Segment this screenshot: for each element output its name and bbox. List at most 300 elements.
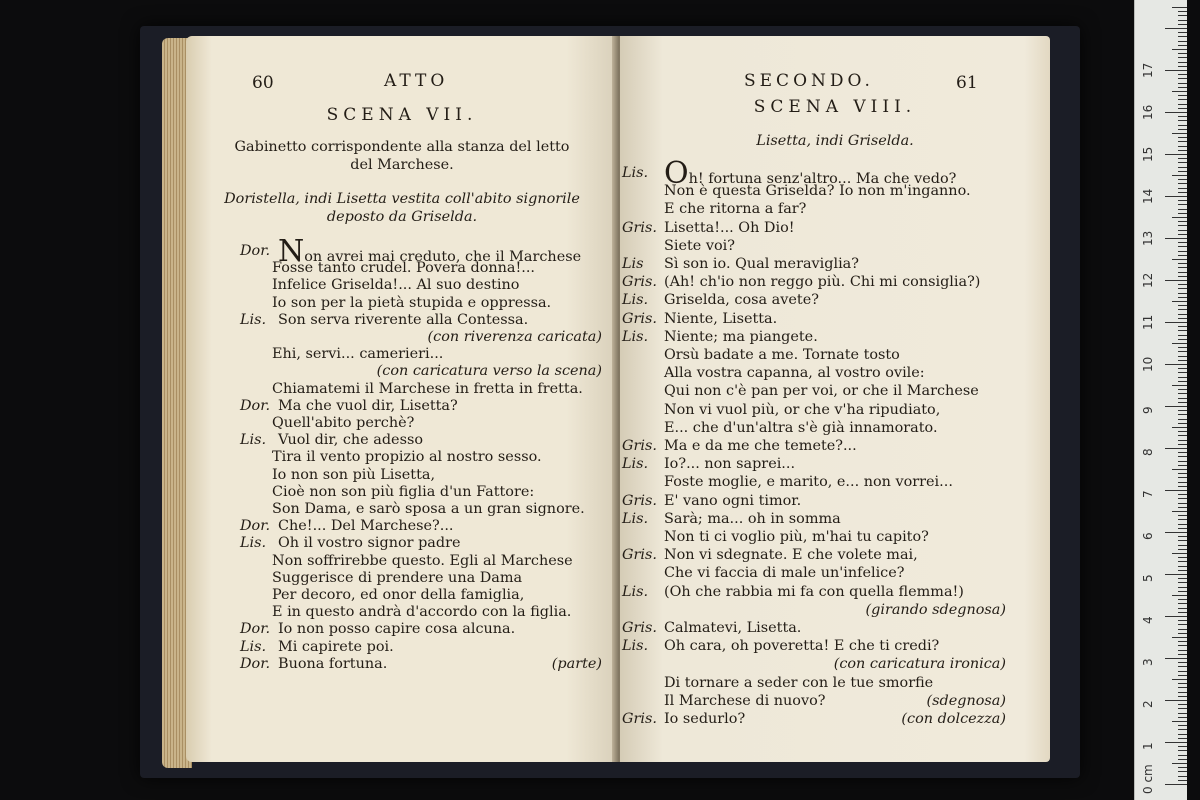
ruler-tick: [1178, 141, 1187, 142]
ruler-number: 3: [1141, 658, 1155, 666]
line-text: (con riverenza caricata): [427, 329, 602, 345]
verse-line: [664, 510, 841, 528]
ruler-tick: [1178, 326, 1187, 327]
verse-line: [664, 255, 859, 273]
speaker-label: Lis.: [240, 311, 267, 328]
ruler-tick: [1178, 767, 1187, 768]
verse-line: [664, 674, 933, 692]
verse-line: [278, 517, 453, 535]
verse-line: [272, 466, 435, 484]
ruler-number: 10: [1141, 356, 1155, 372]
ruler-tick: [1178, 41, 1187, 42]
ruler-tick: [1172, 49, 1187, 50]
ruler-tick: [1172, 259, 1187, 260]
line-text: Suggerisce di prendere una Dama: [272, 569, 523, 586]
ruler-number: 6: [1141, 532, 1155, 540]
ruler-tick: [1178, 414, 1187, 415]
ruler-tick: [1178, 482, 1187, 483]
ruler-tick: [1165, 154, 1187, 155]
ruler-tick: [1178, 746, 1187, 747]
ruler-tick: [1178, 776, 1187, 777]
verse-line: [272, 586, 524, 604]
line-text: Sì son io. Qual meraviglia?: [664, 256, 859, 272]
ruler-tick: [1178, 74, 1187, 75]
ruler-tick: [1165, 112, 1187, 113]
verse-line: [664, 492, 801, 510]
speaker-label: Gris.: [622, 711, 657, 727]
speaker-label: Gris.: [622, 547, 657, 564]
ruler-tick: [1178, 771, 1187, 772]
ruler-tick: [1165, 658, 1187, 659]
ruler-tick: [1178, 431, 1187, 432]
ruler-tick: [1178, 696, 1187, 697]
ruler-tick: [1178, 276, 1187, 277]
line-text: Che vi faccia di male un'infelice?: [664, 565, 905, 582]
line-text: Che!... Del Marchese?...: [278, 518, 454, 535]
ruler-tick: [1178, 545, 1187, 546]
ruler-tick: [1165, 196, 1187, 197]
line-text: Siete voi?: [664, 237, 735, 254]
ruler-tick: [1178, 78, 1187, 79]
speaker-label: Dor.: [240, 397, 271, 414]
ruler-tick: [1178, 351, 1187, 352]
ruler-tick: [1178, 524, 1187, 525]
verse-line: [664, 310, 777, 328]
speaker-label: Lis.: [622, 510, 649, 527]
line-text: Alla vostra capanna, al vostro ovile:: [664, 365, 925, 382]
line-text: (Oh che rabbia mi fa con quella flemma!): [664, 583, 964, 600]
ruler-tick: [1178, 398, 1187, 399]
ruler-tick: [1172, 679, 1187, 680]
line-text: Chiamatemi il Marchese in fretta in fretta.: [272, 380, 583, 397]
stage-direction: (parte): [551, 655, 602, 672]
ruler-tick: [1178, 255, 1187, 256]
ruler-tick: [1178, 734, 1187, 735]
ruler-tick: [1165, 784, 1187, 785]
speaker-label: Gris.: [622, 219, 657, 236]
ruler-tick: [1178, 687, 1187, 688]
speaker-label: Lis.: [622, 583, 649, 600]
ruler-tick: [1178, 125, 1187, 126]
verse-line: [272, 380, 583, 398]
ruler-tick: [1165, 406, 1187, 407]
verse-line: [664, 200, 806, 218]
speaker-label: Dor.: [240, 655, 271, 672]
ruler-tick: [1165, 448, 1187, 449]
ruler-tick: [1178, 717, 1187, 718]
ruler-tick: [1178, 423, 1187, 424]
line-text: Non vi sdegnate. E che volete mai,: [664, 547, 918, 564]
ruler-tick: [1178, 603, 1187, 604]
verse-line: [664, 528, 929, 546]
verse-line: [664, 346, 900, 364]
verse-line: [664, 473, 953, 491]
line-text: Sarà; ma... oh in somma: [664, 510, 841, 527]
ruler-tick: [1178, 419, 1187, 420]
line-text: Di tornare a seder con le tue smorfie: [664, 674, 934, 691]
setting-line: del Marchese.: [350, 157, 454, 174]
line-text: Io son per la pietà stupida e oppressa.: [272, 294, 552, 311]
ruler-tick: [1165, 280, 1187, 281]
line-text: Qui non c'è pan per voi, or che il Marchese: [664, 383, 979, 400]
ruler-tick: [1165, 322, 1187, 323]
ruler-tick: [1178, 309, 1187, 310]
speaker-label: Gris.: [622, 310, 657, 327]
ruler-tick: [1178, 83, 1187, 84]
ruler-number: 4: [1141, 616, 1155, 624]
ruler-tick: [1172, 175, 1187, 176]
speaker-label: Gris.: [622, 492, 657, 509]
verse-line: [664, 401, 940, 419]
ruler-tick: [1178, 494, 1187, 495]
ruler-number: 1: [1141, 742, 1155, 750]
ruler-tick: [1178, 66, 1187, 67]
ruler-tick: [1178, 318, 1187, 319]
verse-line: [664, 182, 971, 200]
ruler-tick: [1178, 456, 1187, 457]
ruler-tick: [1172, 763, 1187, 764]
characters-line: Doristella, indi Lisetta vestita coll'abito signorile: [224, 191, 580, 207]
ruler-tick: [1172, 637, 1187, 638]
ruler-tick: [1178, 356, 1187, 357]
ruler-number: 13: [1141, 230, 1155, 246]
ruler-tick: [1178, 612, 1187, 613]
ruler-tick: [1172, 217, 1187, 218]
verse-line: [664, 437, 857, 455]
line-text: E in questo andrà d'accordo con la figlia.: [272, 604, 572, 621]
ruler-tick: [1178, 507, 1187, 508]
stage-direction: (con dolcezza): [901, 711, 1006, 727]
ruler-tick: [1178, 633, 1187, 634]
ruler-tick: [1178, 45, 1187, 46]
characters-line: deposto da Griselda.: [326, 209, 478, 226]
ruler-tick: [1178, 297, 1187, 298]
scene-characters: Lisetta, indi Griselda.: [756, 133, 914, 149]
line-text: Non vi vuol più, or che v'ha ripudiato,: [664, 401, 941, 418]
ruler-number: 11: [1141, 314, 1155, 330]
ruler-tick: [1178, 293, 1187, 294]
ruler-tick: [1172, 721, 1187, 722]
ruler-tick: [1178, 129, 1187, 130]
ruler-tick: [1178, 36, 1187, 37]
right-page: [620, 36, 1050, 762]
line-text: Son Dama, e sarò sposa a un gran signore.: [272, 501, 585, 517]
ruler-tick: [1165, 238, 1187, 239]
ruler-tick: [1178, 360, 1187, 361]
ruler-tick: [1178, 146, 1187, 147]
verse-line: [278, 655, 387, 673]
speaker-label: Dor.: [240, 621, 271, 638]
ruler-number: 9: [1141, 406, 1155, 414]
verse-line: [272, 345, 443, 363]
ruler-tick: [1178, 171, 1187, 172]
ruler-tick: [1178, 540, 1187, 541]
ruler-tick: [1165, 364, 1187, 365]
line-text: Ehi, servi... camerieri...: [272, 346, 444, 363]
ruler-tick: [1178, 221, 1187, 222]
ruler-tick: [1178, 599, 1187, 600]
ruler-tick: [1178, 704, 1187, 705]
ruler-tick: [1178, 461, 1187, 462]
setting-line: Gabinetto corrispondente alla stanza del letto: [234, 139, 570, 155]
stage-direction: [428, 328, 602, 346]
line-text: Son serva riverente alla Contessa.: [278, 311, 529, 328]
speaker-label: Gris.: [622, 620, 657, 636]
line-text: E' vano ogni timor.: [664, 492, 802, 509]
ruler-tick: [1178, 759, 1187, 760]
verse-line: [664, 273, 980, 291]
verse-line: [664, 419, 938, 437]
ruler-tick: [1178, 498, 1187, 499]
ruler-tick: [1178, 755, 1187, 756]
page-number: 60: [252, 73, 274, 93]
ruler-tick: [1165, 742, 1187, 743]
ruler-tick: [1178, 284, 1187, 285]
verse-line: [664, 455, 795, 473]
line-text: E... che d'un'altra s'è già innamorato.: [664, 419, 938, 436]
ruler-number: 8: [1141, 448, 1155, 456]
line-text: Io non son più Lisetta,: [272, 466, 436, 483]
ruler-tick: [1172, 511, 1187, 512]
ruler-tick: [1178, 410, 1187, 411]
ruler-number: 17: [1141, 62, 1155, 78]
ruler-number: 16: [1141, 104, 1155, 120]
line-text: Tira il vento propizio al nostro sesso.: [272, 449, 542, 466]
ruler-tick: [1178, 683, 1187, 684]
ruler-tick: [1178, 15, 1187, 16]
verse-line: [272, 259, 535, 277]
ruler-tick: [1178, 314, 1187, 315]
speaker-label: Lis.: [622, 456, 649, 473]
ruler-tick: [1178, 671, 1187, 672]
speaker-label: Lis.: [622, 638, 649, 655]
verse-line: [278, 534, 460, 552]
verse-line: [278, 638, 394, 656]
scene-title: SCENA VIII.: [753, 97, 917, 117]
stage-direction: [834, 655, 1006, 673]
ruler-tick: [1178, 192, 1187, 193]
verse-line: [664, 364, 925, 382]
stage-direction: [377, 362, 602, 380]
ruler-tick: [1178, 452, 1187, 453]
verse-line: [278, 397, 458, 415]
scene-characters: [186, 190, 618, 227]
line-text: Non è questa Griselda? Io non m'inganno.: [664, 183, 971, 200]
line-text: Io non posso capire cosa alcuna.: [278, 621, 516, 638]
ruler-tick: [1178, 440, 1187, 441]
ruler-tick: [1178, 246, 1187, 247]
ruler-tick: [1178, 515, 1187, 516]
line-text: Niente, Lisetta.: [664, 310, 778, 327]
ruler-tick: [1172, 133, 1187, 134]
ruler-tick: [1178, 608, 1187, 609]
ruler-tick: [1178, 566, 1187, 567]
ruler-tick: [1178, 662, 1187, 663]
ruler-tick: [1178, 104, 1187, 105]
line-text: (girando sdegnosa): [865, 601, 1006, 618]
ruler-number: 5: [1141, 574, 1155, 582]
ruler-tick: [1178, 242, 1187, 243]
line-text: (con caricatura ironica): [833, 656, 1006, 673]
verse-line: [664, 546, 918, 564]
ruler-tick: [1172, 469, 1187, 470]
ruler-tick: [1178, 372, 1187, 373]
ruler-number: 2: [1141, 700, 1155, 708]
ruler-tick: [1178, 209, 1187, 210]
ruler-tick: [1178, 305, 1187, 306]
ruler-tick: [1178, 347, 1187, 348]
line-text: Ma e da me che temete?...: [664, 438, 857, 454]
ruler-tick: [1178, 53, 1187, 54]
ruler-tick: [1178, 393, 1187, 394]
ruler-tick: [1178, 200, 1187, 201]
line-text: Griselda, cosa avete?: [664, 292, 819, 309]
verse-line: [664, 692, 825, 710]
ruler-tick: [1178, 95, 1187, 96]
line-text: Non soffrirebbe questo. Egli al Marchese: [272, 552, 573, 569]
ruler-tick: [1178, 20, 1187, 21]
verse-line: [272, 276, 519, 294]
ruler-tick: [1178, 99, 1187, 100]
ruler-tick: [1178, 503, 1187, 504]
ruler-tick: [1178, 87, 1187, 88]
ruler-tick: [1172, 595, 1187, 596]
ruler-tick: [1178, 561, 1187, 562]
ruler-tick: [1165, 574, 1187, 575]
verse-line: [272, 569, 522, 587]
ruler-tick: [1178, 738, 1187, 739]
drop-initial: O: [664, 156, 689, 191]
ruler-tick: [1178, 477, 1187, 478]
speaker-label: Lis.: [240, 535, 267, 552]
ruler-tick: [1178, 188, 1187, 189]
ruler-tick: [1178, 162, 1187, 163]
ruler-tick: [1178, 725, 1187, 726]
drop-initial: N: [278, 234, 305, 269]
speaker-label: Lis.: [240, 432, 267, 449]
ruler-tick: [1165, 70, 1187, 71]
ruler-tick: [1172, 385, 1187, 386]
ruler-tick: [1178, 263, 1187, 264]
verse-line: [272, 294, 551, 312]
ruler-tick: [1178, 629, 1187, 630]
line-text: Fosse tanto crudel. Povera donna!...: [272, 260, 536, 277]
ruler-tick: [1165, 700, 1187, 701]
verse-line: [278, 620, 515, 638]
ruler-tick: [1165, 532, 1187, 533]
verse-line: [272, 414, 414, 432]
verse-line: [272, 500, 585, 518]
ruler-tick: [1178, 32, 1187, 33]
line-text: Calmatevi, Lisetta.: [664, 620, 802, 636]
line-text: Orsù badate a me. Tornate tosto: [664, 347, 900, 363]
line-text: h! fortuna senz'altro... Ma che vedo?: [688, 171, 957, 187]
ruler-tick: [1178, 402, 1187, 403]
verse-line: [664, 382, 979, 400]
verse-line: [272, 603, 571, 621]
ruler-tick: [1172, 91, 1187, 92]
speaker-label: Lis.: [622, 292, 649, 309]
ruler-tick: [1178, 624, 1187, 625]
ruler-tick: [1178, 150, 1187, 151]
running-head: ATTO: [384, 71, 449, 91]
ruler-tick: [1178, 267, 1187, 268]
verse-line: [664, 328, 818, 346]
line-text: (Ah! ch'io non reggo più. Chi mi consiglia?): [664, 274, 981, 291]
speaker-label: Dor.: [240, 243, 271, 259]
ruler-tick: [1178, 549, 1187, 550]
ruler-tick: [1178, 435, 1187, 436]
ruler-tick: [1178, 108, 1187, 109]
speaker-label: Lis.: [622, 328, 649, 345]
stage-direction: [866, 601, 1006, 619]
ruler-tick: [1178, 675, 1187, 676]
line-text: Il Marchese di nuovo?: [664, 692, 826, 709]
ruler-tick: [1178, 519, 1187, 520]
ruler-tick: [1178, 587, 1187, 588]
ruler-tick: [1178, 288, 1187, 289]
ruler-tick: [1178, 578, 1187, 579]
verse-line: [664, 564, 904, 582]
ruler-tick: [1178, 641, 1187, 642]
ruler-tick: [1178, 137, 1187, 138]
ruler-tick: [1178, 620, 1187, 621]
ruler-tick: [1165, 28, 1187, 29]
ruler-tick: [1178, 116, 1187, 117]
ruler-tick: [1178, 158, 1187, 159]
left-page: [186, 36, 618, 762]
ruler-tick: [1178, 167, 1187, 168]
stage-direction: (sdegnosa): [926, 692, 1006, 709]
ruler-tick: [1178, 183, 1187, 184]
line-text: Oh il vostro signor padre: [278, 535, 461, 552]
ruler-tick: [1178, 368, 1187, 369]
ruler-number: 7: [1141, 490, 1155, 498]
line-text: (con caricatura verso la scena): [376, 363, 602, 380]
verse-line: [278, 311, 528, 329]
ruler-tick: [1178, 120, 1187, 121]
speaker-label: Gris.: [622, 274, 657, 291]
ruler-tick: [1178, 234, 1187, 235]
ruler-tick: [1178, 713, 1187, 714]
ruler-tick: [1178, 204, 1187, 205]
ruler-tick: [1178, 570, 1187, 571]
ruler-tick: [1178, 24, 1187, 25]
line-text: Ma che vuol dir, Lisetta?: [278, 397, 458, 414]
verse-line: [664, 237, 735, 255]
ruler-tick: [1172, 343, 1187, 344]
line-text: Quell'abito perchè?: [272, 415, 415, 431]
ruler-tick: [1178, 536, 1187, 537]
ruler-number: 14: [1141, 188, 1155, 204]
ruler-tick: [1178, 666, 1187, 667]
speaker-label: Lis.: [240, 638, 267, 655]
verse-line: [272, 552, 573, 570]
verse-line: [278, 431, 423, 449]
ruler-tick: [1178, 62, 1187, 63]
ruler-tick: [1178, 465, 1187, 466]
ruler-tick: [1178, 251, 1187, 252]
ruler-tick: [1178, 444, 1187, 445]
line-text: Vuol dir, che adesso: [278, 432, 424, 449]
ruler-tick: [1178, 591, 1187, 592]
line-text: Infelice Griselda!... Al suo destino: [272, 277, 520, 294]
verse-line: [664, 291, 819, 309]
line-text: Io?... non saprei...: [664, 456, 796, 473]
line-text: Io sedurlo?: [664, 711, 746, 727]
ruler-tick: [1172, 553, 1187, 554]
ruler-tick: [1178, 528, 1187, 529]
